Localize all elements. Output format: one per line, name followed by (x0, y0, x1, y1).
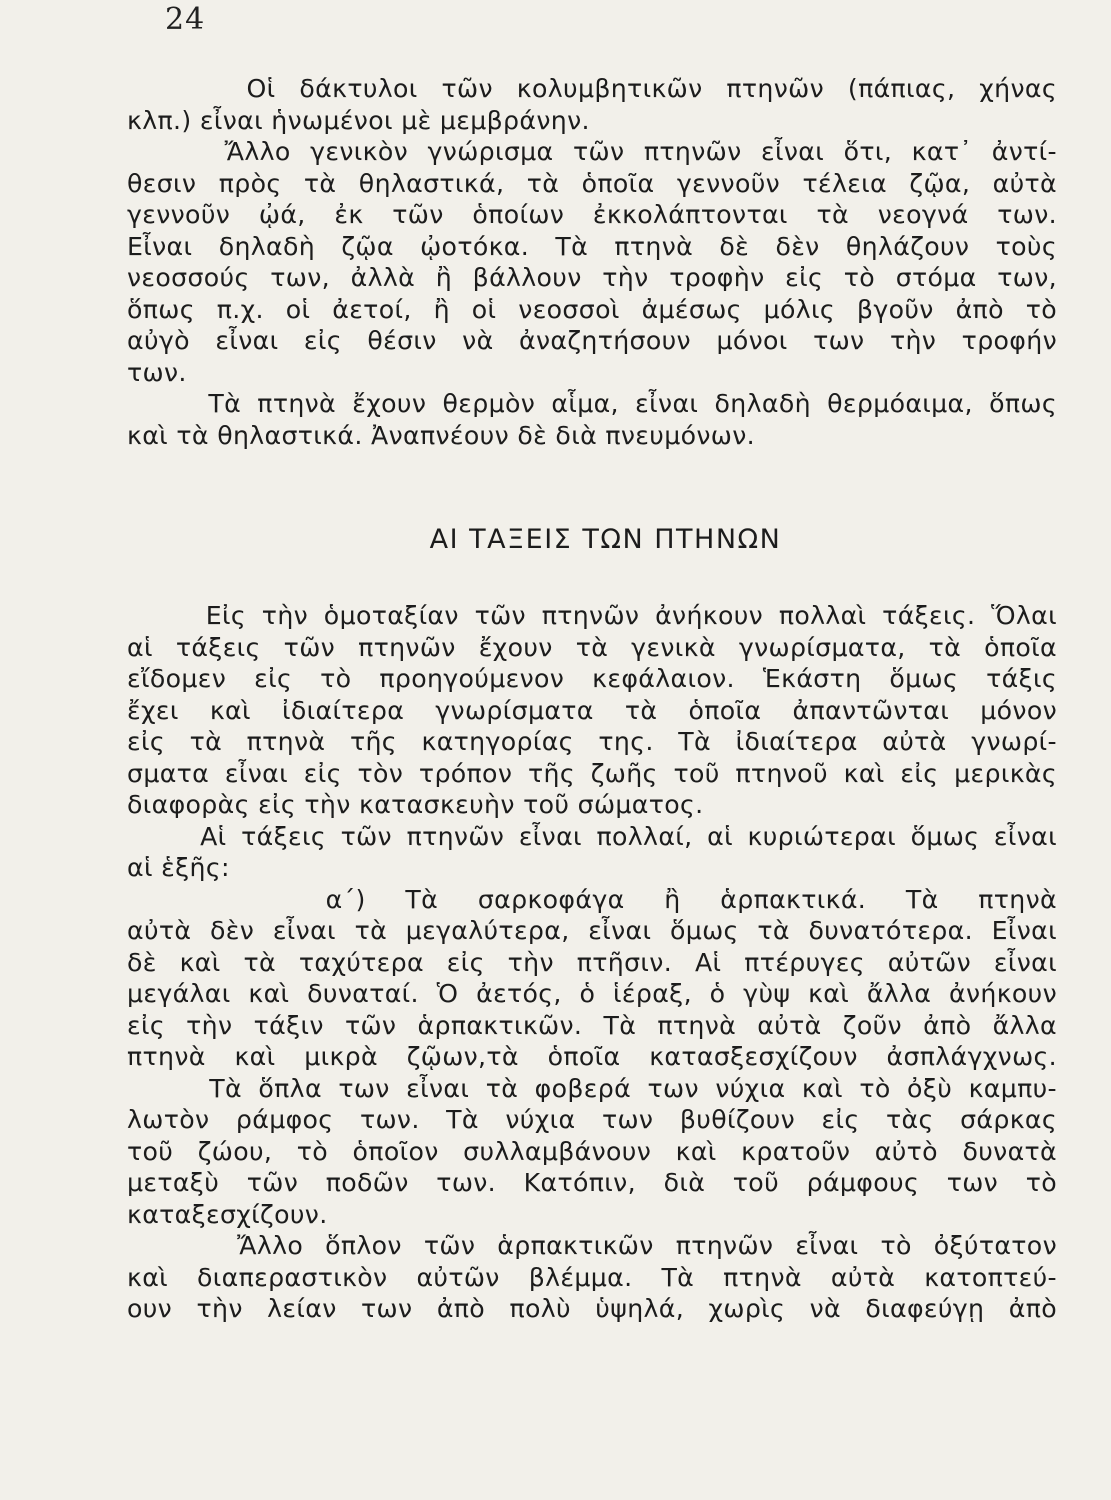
text-line: θεσιν πρὸς τὰ θηλαστικά, τὰ ὁποῖα γεννοῦν τέλεια ζῷα, αὐτὰ (127, 168, 1057, 198)
text-line: Ἄλλο ὅπλον τῶν ἁρπακτικῶν πτηνῶν εἶναι τὸ ὀξύτατον (127, 1231, 1057, 1260)
text-line: καὶ τὰ θηλαστικά. Ἀναπνέουν δὲ διὰ πνευμόνων. (127, 420, 755, 450)
text-line: αἱ ἑξῆς: (127, 853, 230, 882)
text-line: Αἱ τάξεις τῶν πτηνῶν εἶναι πολλαί, αἱ κυριώτεραι ὅμως εἶναι (127, 821, 1057, 851)
text-line: των. (127, 357, 187, 387)
text-line: δὲ καὶ τὰ ταχύτερα εἰς τὴν πτῆσιν. Αἱ πτέρυγες αὐτῶν εἶναι (127, 947, 1057, 977)
text-line: καὶ διαπεραστικὸν αὐτῶν βλέμμα. Τὰ πτηνὰ αὐτὰ κατοπτεύ- (127, 1262, 1057, 1292)
text-line: σματα εἶναι εἰς τὸν τρόπον τῆς ζωῆς τοῦ πτηνοῦ καὶ εἰς μερικὰς (127, 758, 1057, 788)
text-line: τοῦ ζώου, τὸ ὁποῖον συλλαμβάνουν καὶ κρατοῦν αὐτὸ δυνατὰ (127, 1136, 1057, 1166)
text-line: ὅπως π.χ. οἱ ἀετοί, ἢ οἱ νεοσσοὶ ἀμέσως μόλις βγοῦν ἀπὸ τὸ (127, 294, 1057, 324)
text-line: κλπ.) εἶναι ἡνωμένοι μὲ μεμβράνην. (127, 105, 590, 135)
text-line: Τὰ ὅπλα των εἶναι τὰ φοβερά των νύχια καὶ τὸ ὀξὺ καμπυ- (127, 1073, 1057, 1103)
text-line: εἰς τὰ πτηνὰ τῆς κατηγορίας της. Τὰ ἰδιαίτερα αὐτὰ γνωρί- (127, 727, 1057, 756)
text-line: διαφορὰς εἰς τὴν κατασκευὴν τοῦ σώματος. (127, 790, 704, 819)
text-line: μεγάλαι καὶ δυναταί. Ὁ ἀετός, ὁ ἱέραξ, ὁ γὺψ καὶ ἄλλα ἀνήκουν (127, 979, 1057, 1008)
text-line: ουν τὴν λείαν των ἀπὸ πολὺ ὑψηλά, χωρὶς νὰ διαφεύγῃ ἀπὸ (127, 1294, 1057, 1323)
page-number: 24 (165, 2, 206, 37)
text-line: αὐγὸ εἶναι εἰς θέσιν νὰ ἀναζητήσουν μόνοι των τὴν τροφήν (127, 326, 1057, 355)
text-line: εἰς τὴν τάξιν τῶν ἁρπακτικῶν. Τὰ πτηνὰ αὐτὰ ζοῦν ἀπὸ ἄλλα (127, 1010, 1057, 1040)
paragraphs-intro (127, 73, 1057, 451)
text-line: Ἄλλο γενικὸν γνώρισμα τῶν πτηνῶν εἶναι ὅτι, κατ᾽ ἀντί- (127, 137, 1057, 166)
text-line: εἴδομεν εἰς τὸ προηγούμενον κεφάλαιον. Ἑκάστη ὅμως τάξις (127, 664, 1057, 693)
paragraphs-orders (127, 600, 1057, 1325)
text-line: Τὰ πτηνὰ ἔχουν θερμὸν αἷμα, εἶναι δηλαδὴ θερμόαιμα, ὅπως (127, 389, 1057, 418)
text-line: μεταξὺ τῶν ποδῶν των. Κατόπιν, διὰ τοῦ ράμφους των τὸ (127, 1168, 1057, 1197)
text-line: Οἱ δάκτυλοι τῶν κολυμβητικῶν πτηνῶν (πάπιας, χήνας (127, 74, 1057, 103)
text-line: α΄) Τὰ σαρκοφάγα ἢ ἁρπακτικά. Τὰ πτηνὰ (127, 884, 1057, 914)
section-heading: ΑΙ ΤΑΞΕΙΣ ΤΩΝ ΠΤΗΝΩΝ (429, 524, 782, 555)
text-line: νεοσσούς των, ἀλλὰ ἢ βάλλουν τὴν τροφὴν εἰς τὸ στόμα των, (127, 263, 1057, 292)
text-line: καταξεσχίζουν. (127, 1199, 328, 1229)
text-line: πτηνὰ καὶ μικρὰ ζῷων,τὰ ὁποῖα κατασξεσχίζουν ἀσπλάγχνως. (127, 1042, 1057, 1071)
text-line: ἔχει καὶ ἰδιαίτερα γνωρίσματα τὰ ὁποῖα ἀπαντῶνται μόνον (127, 695, 1057, 725)
text-line: αὐτὰ δὲν εἶναι τὰ μεγαλύτερα, εἶναι ὅμως τὰ δυνατότερα. Εἶναι (127, 916, 1057, 945)
text-line: λωτὸν ράμφος των. Τὰ νύχια των βυθίζουν εἰς τὰς σάρκας (127, 1105, 1057, 1134)
text-line: Εἰς τὴν ὁμοταξίαν τῶν πτηνῶν ἀνήκουν πολλαὶ τάξεις. Ὅλαι (127, 601, 1057, 630)
text-line: γεννοῦν ᾠά, ἐκ τῶν ὁποίων ἐκκολάπτονται τὰ νεογνά των. (127, 200, 1057, 229)
text-line: αἱ τάξεις τῶν πτηνῶν ἔχουν τὰ γενικὰ γνωρίσματα, τὰ ὁποῖα (127, 632, 1057, 662)
text-line: Εἶναι δηλαδὴ ζῷα ᾠοτόκα. Τὰ πτηνὰ δὲ δὲν θηλάζουν τοὺς (127, 231, 1057, 261)
